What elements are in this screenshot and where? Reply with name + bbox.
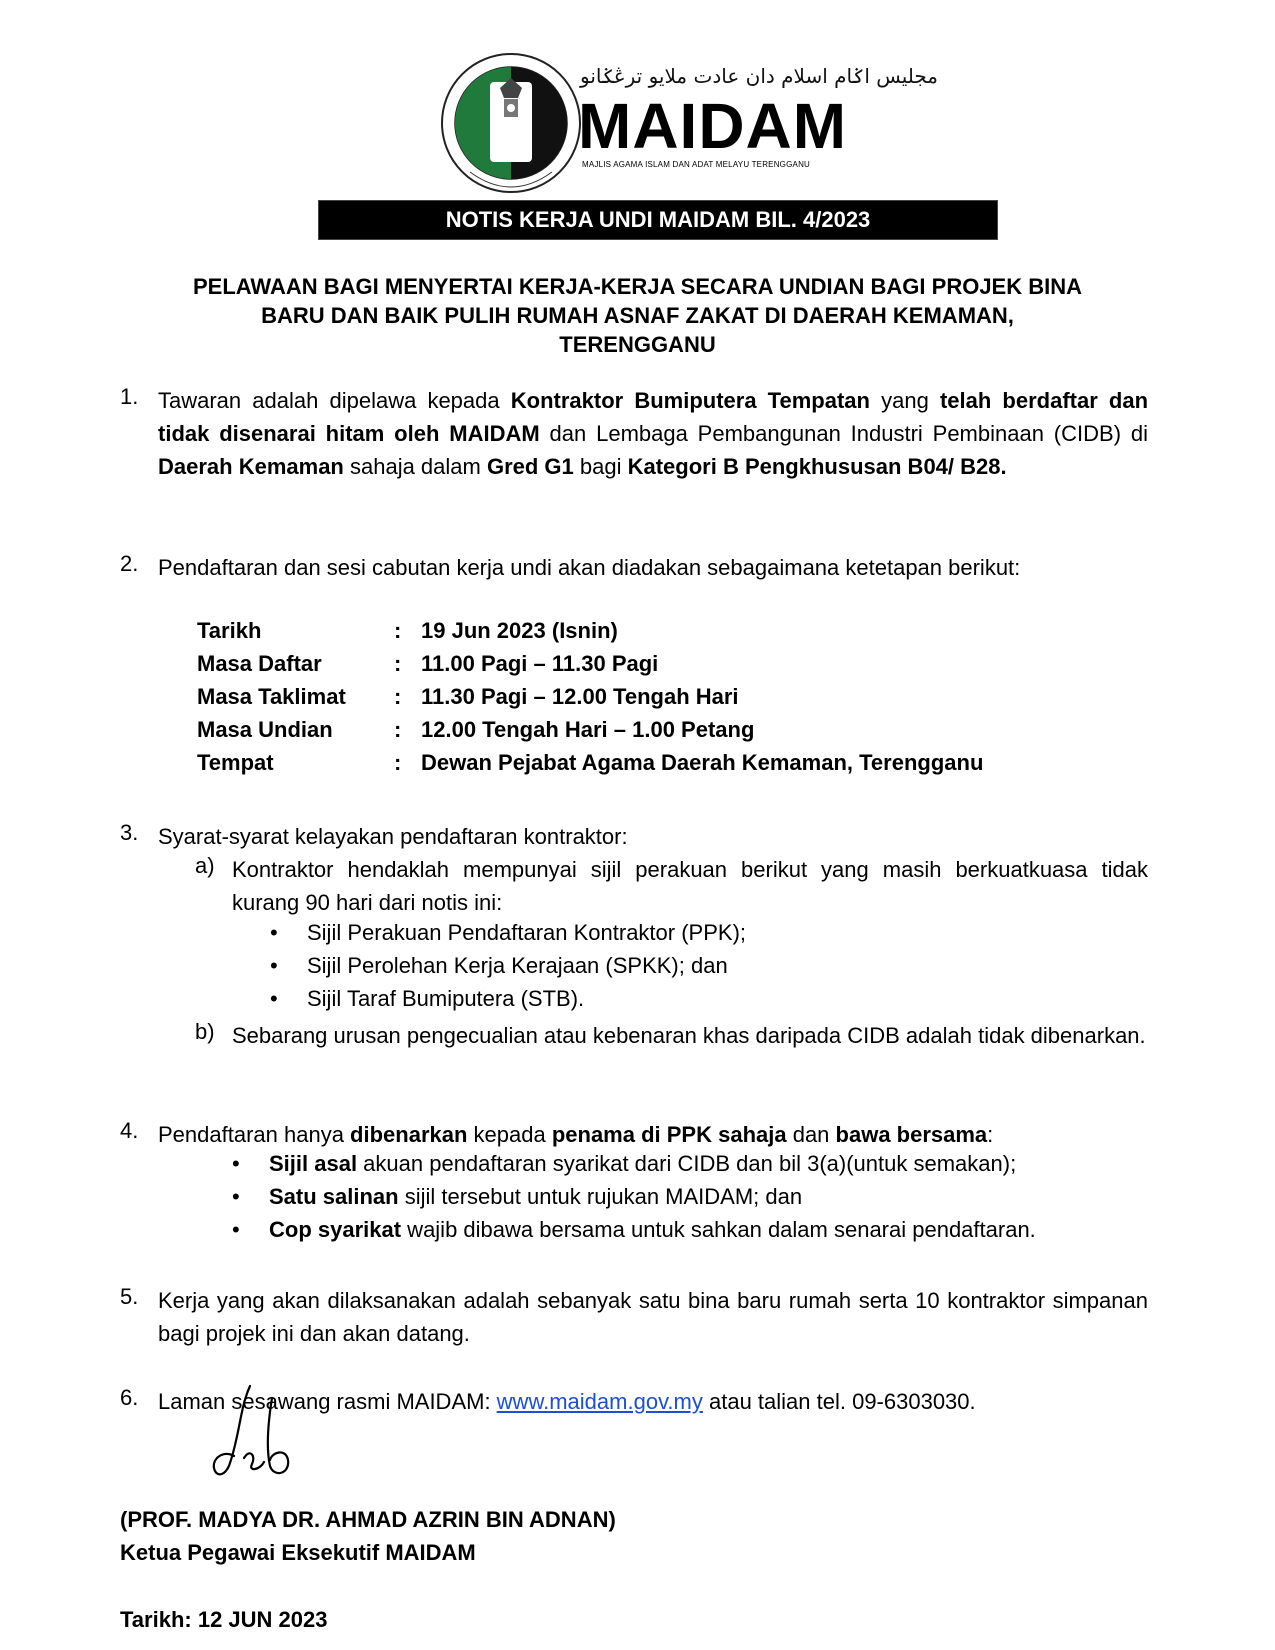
notice-title: NOTIS KERJA UNDI MAIDAM BIL. 4/2023 <box>445 207 871 232</box>
notice-title-bar <box>318 200 998 240</box>
bullet-icon: • <box>232 1184 240 1209</box>
sub-item-a-text: Kontraktor hendaklah mempunyai sijil perakuan berikut yang masih berkuatkuasa tidak kurang 90 hari dari notis ini: <box>232 857 1148 915</box>
brand-name: MAIDAM <box>578 90 848 162</box>
arabic-title: مجليس اݢام اسلام دان عادت ملايو ترڠݢانو <box>580 64 939 88</box>
sub-item-marker: a) <box>195 853 215 878</box>
bullet-icon: • <box>232 1217 240 1242</box>
bring-item: Sijil asal akuan pendaftaran syarikat dari CIDB dan bil 3(a)(untuk semakan); <box>269 1151 1017 1176</box>
bullet-icon: • <box>270 953 278 978</box>
heading-line-3: TERENGGANU <box>559 332 716 357</box>
brand-subtitle: MAJLIS AGAMA ISLAM DAN ADAT MELAYU TERENGGANU <box>582 160 811 169</box>
sub-item-marker: b) <box>195 1019 215 1044</box>
bring-item: Cop syarikat wajib dibawa bersama untuk sahkan dalam senarai pendaftaran. <box>269 1217 1036 1242</box>
website-link[interactable]: www.maidam.gov.my <box>496 1389 703 1414</box>
maidam-seal-icon <box>440 52 582 194</box>
signatory-title: Ketua Pegawai Eksekutif MAIDAM <box>120 1540 476 1565</box>
item-5-text: Kerja yang akan dilaksanakan adalah sebanyak satu bina baru rumah serta 10 kontraktor simpanan bagi projek ini dan akan datang. <box>158 1288 1148 1346</box>
item-2-text: Pendaftaran dan sesi cabutan kerja undi akan diadakan sebagaimana ketetapan berikut: <box>158 555 1021 580</box>
heading-line-1: PELAWAAN BAGI MENYERTAI KERJA-KERJA SECARA UNDIAN BAGI PROJEK BINA <box>192 274 1083 299</box>
item-4-text: Pendaftaran hanya dibenarkan kepada penama di PPK sahaja dan bawa bersama: <box>158 1122 994 1147</box>
item-number: 1. <box>120 384 139 409</box>
bullet-icon: • <box>232 1151 240 1176</box>
item-6-text: Laman sesawang rasmi MAIDAM: www.maidam.gov.my atau talian tel. 09-6303030. <box>158 1389 976 1414</box>
cert-item: Sijil Perakuan Pendaftaran Kontraktor (PPK); <box>307 920 747 945</box>
item-number: 2. <box>120 551 139 576</box>
main-heading <box>100 272 1175 359</box>
bullet-icon: • <box>270 920 278 945</box>
cert-item: Sijil Taraf Bumiputera (STB). <box>307 986 585 1011</box>
item-number: 6. <box>120 1385 139 1410</box>
item-number: 3. <box>120 820 139 845</box>
sub-item-b-text: Sebarang urusan pengecualian atau kebenaran khas daripada CIDB adalah tidak dibenarkan. <box>232 1023 1146 1048</box>
item-number: 5. <box>120 1284 139 1309</box>
maidam-logo <box>440 52 939 194</box>
signature-icon <box>210 1378 310 1488</box>
bring-item: Satu salinan sijil tersebut untuk rujukan MAIDAM; dan <box>269 1184 803 1209</box>
notice-page: مجليس اݢام اسلام دان عادت ملايو ترڠݢانو MAIDAM MAJLIS AGAMA ISLAM DAN ADAT MELAYU TERENGGANU NOTIS KERJA UNDI MAIDAM BIL. 4/2023 PELAWAAN BAGI MENYERTAI KERJA-KERJA SECARA UNDIAN BAGI PROJEK BINA BARU DAN BAIK PULIH RUMAH ASNAF ZAKAT DI DAERAH KEMAMAN, TERENGGANU 1. Tawaran adalah dipelawa kepada Kontraktor Bumiputera Tempatan yang telah berdaftar dan tidak disenarai hitam oleh MAIDAM dan Lembaga Pembangunan Industri Pembinaan (CIDB) di Daerah Kemaman sahaja dalam Gred G1 bagi Kategori B Pengkhususan B04/ B28. 2. Pendaftaran dan sesi cabutan kerja undi akan diadakan sebagaimana ketetapan berikut: Tarikh : 19 Jun 2023 (Isnin) Masa Daftar : 11.00 Pagi – 11.30 Pagi Masa Taklimat : 11.30 Pagi – 12.00 Tengah Hari Masa Undian : 12.00 Tengah Hari – 1.00 Petang Tempat : Dewan Pejabat Agama Daerah Kemaman, Terengganu 3. Syarat-syarat kelayakan pendaftaran kontraktor: a) Kontraktor hendaklah mempunyai sijil perakuan berikut yang masih berkuatkuasa tidak kurang 90 hari dari notis ini: • Sijil Perakuan Pendaftaran Kontraktor (PPK); • Sijil Perolehan Kerja Kerajaan (SPKK); dan • Sijil Taraf Bumiputera (STB). b) Sebarang urusan pengecualian atau kebenaran khas daripada CIDB adalah tidak dibenarkan. 4. Pendaftaran hanya dibenarkan kepada penama di PPK sahaja dan bawa bersama: • Sijil asal akuan pendaftaran syarikat dari CIDB dan bil 3(a)(untuk semakan); • Satu salinan sijil tersebut untuk rujukan MAIDAM; dan • Cop syarikat wajib dibawa bersama untuk sahkan dalam senarai pendaftaran. 5. Kerja yang akan dilaksanakan adalah sebanyak satu bina baru rumah serta 10 kontraktor simpanan bagi projek ini dan akan datang. 6. Laman sesawang rasmi MAIDAM: www.maidam.gov.my atau talian tel. 09-6303030. (PROF. MADYA DR. AHMAD AZRIN BIN ADNAN) Ketua Pegawai Eksekutif MAIDAM Tarikh: 12 JUN 2023 <box>0 0 1275 1650</box>
notice-date: Tarikh: 12 JUN 2023 <box>120 1607 328 1632</box>
item-1-text: Tawaran adalah dipelawa kepada Kontraktor Bumiputera Tempatan yang telah berdaftar dan tidak disenarai hitam oleh MAIDAM dan Lembaga Pembangunan Industri Pembinaan (CIDB) di Daerah Kemaman sahaja dalam Gred G1 bagi Kategori B Pengkhususan B04/ B28. <box>158 388 1149 479</box>
bullet-icon: • <box>270 986 278 1011</box>
signatory-name: (PROF. MADYA DR. AHMAD AZRIN BIN ADNAN) <box>120 1507 616 1532</box>
heading-line-2: BARU DAN BAIK PULIH RUMAH ASNAF ZAKAT DI DAERAH KEMAMAN, <box>261 303 1014 328</box>
cert-item: Sijil Perolehan Kerja Kerajaan (SPKK); dan <box>307 953 728 978</box>
item-3-text: Syarat-syarat kelayakan pendaftaran kontraktor: <box>158 824 628 849</box>
item-number: 4. <box>120 1118 139 1143</box>
